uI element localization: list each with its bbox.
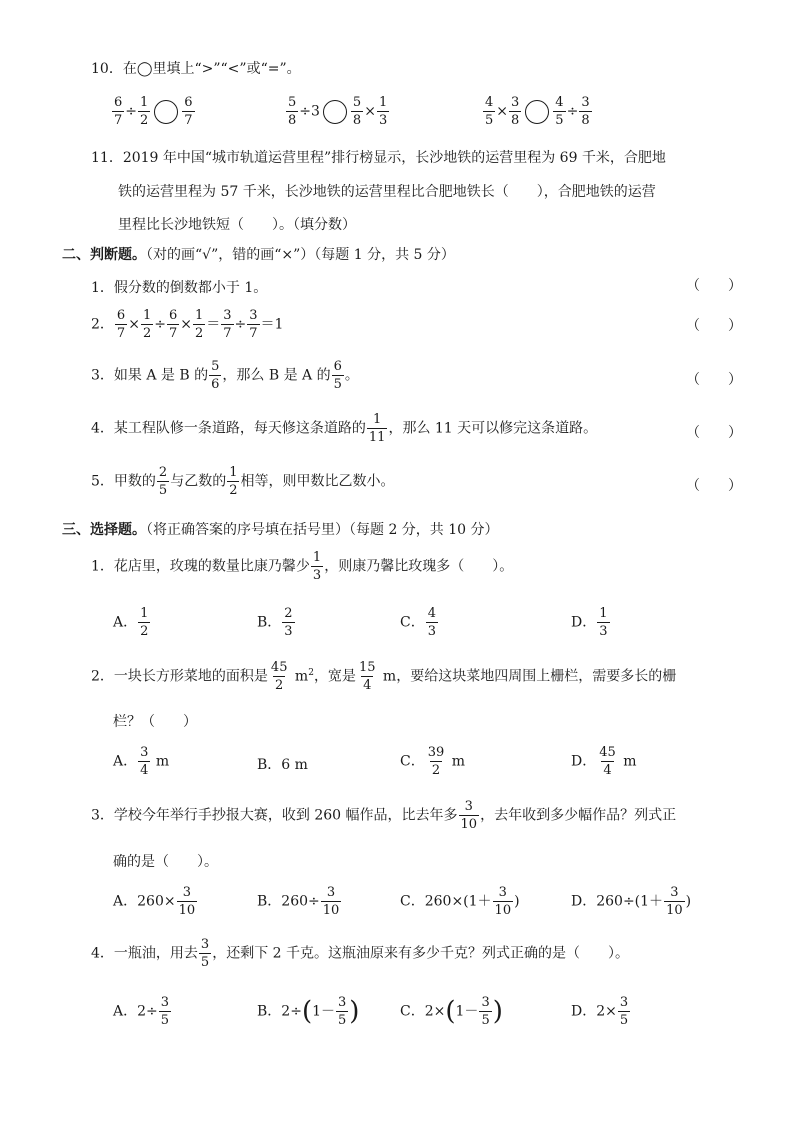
fraction: $\frac{1}{3}$ [378,95,388,128]
fraction: $\frac{5}{8}$ [352,95,362,128]
fraction: $\frac{3}{7}$ [249,308,258,341]
fraction: $\frac{1}{2}$ [140,606,149,639]
fraction: $\frac{3}{10}$ [666,885,683,918]
tf-q3: 3．如果 A 是 B 的 $\frac{5}{6}$ ，那么 B 是 A 的 $\frac{6}{5}$ 。 [91,359,359,392]
mc-q2-stem-line-2: 栏？（ ） [113,714,197,730]
q10-title: 10．在◯里填上“>”“<”或“=”。 [91,61,301,77]
fraction: $\frac{1}{11}$ [368,412,386,445]
mc-q4-option-a[interactable]: A．2÷ $\frac{3}{5}$ [113,995,170,1028]
compare-circle[interactable] [154,100,178,124]
fraction: $\frac{6}{5}$ [333,359,342,392]
answer-paren[interactable]: （ ） [686,372,742,388]
mc-q2-option-c[interactable]: C． $\frac{39}{2}$ m [400,745,465,778]
fraction: $\frac{1}{2}$ [142,308,152,341]
mc-q3-option-b[interactable]: B．260÷ $\frac{3}{10}$ [257,885,340,918]
q10-expr-1: $\frac{6}{7}$ ÷ $\frac{1}{2}$ $\frac{6}{7}$ [114,95,193,128]
mc-q4-stem: 4．一瓶油，用去 $\frac{3}{5}$ ，还剩下 2 千克。这瓶油原来有多少千克？列式正确的是（ ）。 [91,937,630,970]
q10-expr-2: $\frac{5}{8}$ ÷3 $\frac{5}{8}$ × $\frac{1}{3}$ [288,95,388,128]
mc-q2-option-d[interactable]: D． $\frac{45}{4}$ m [571,745,637,778]
mc-q3-stem-line-2: 确的是（ ）。 [113,854,218,870]
tf-q1: 1．假分数的倒数都小于 1。 [91,280,268,296]
tf-q2: 2． $\frac{6}{7}$ × $\frac{1}{2}$ ÷ $\frac{6}{7}$ × $\frac{1}{2}$ ＝ $\frac{3}{7}$ ÷ $\frac{3}{7}$ ＝1 [91,308,284,341]
fraction: $\frac{6}{7}$ [114,95,123,128]
compare-circle[interactable] [323,100,347,124]
fraction: $\frac{1}{2}$ [140,95,149,128]
compare-circle[interactable] [525,100,549,124]
fraction: $\frac{6}{7}$ [168,308,178,341]
mc-q1-stem: 1．花店里，玫瑰的数量比康乃馨少 $\frac{1}{3}$ ，则康乃馨比玫瑰多（ ）。 [91,550,514,583]
section-3-header [62,519,499,539]
mc-q4-option-b[interactable]: B．2÷(1－ $\frac{3}{5}$ ) [257,995,360,1028]
section-heading: 二、判断题。 [62,247,146,263]
mc-q1-option-b[interactable]: B． $\frac{2}{3}$ [257,606,293,639]
q10-expr-3: $\frac{4}{5}$ × $\frac{3}{8}$ $\frac{4}{5}$ ÷ $\frac{3}{8}$ [485,95,590,128]
fraction: $\frac{2}{5}$ [158,465,168,498]
fraction: $\frac{3}{5}$ [338,995,347,1028]
section-2-header [62,244,455,264]
fraction: $\frac{6}{7}$ [184,95,193,128]
section-note: （将正确答案的序号填在括号里）（每题 2 分，共 10 分） [146,522,499,538]
section-note: （对的画“√”，错的画“×”）（每题 1 分，共 5 分） [146,247,455,263]
fraction: $\frac{3}{5}$ [619,995,629,1028]
mc-q4-option-c[interactable]: C．2×(1－ $\frac{3}{5}$ ) [400,995,503,1028]
fraction: $\frac{3}{10}$ [460,799,478,832]
mc-q3-option-a[interactable]: A．260× $\frac{3}{10}$ [113,885,196,918]
fraction: $\frac{4}{3}$ [427,606,436,639]
mc-q2-option-a[interactable]: A． $\frac{3}{4}$ m [113,745,170,778]
fraction: $\frac{3}{7}$ [223,308,232,341]
fraction: $\frac{3}{8}$ [581,95,590,128]
fraction: $\frac{4}{5}$ [555,95,564,128]
answer-paren[interactable]: （ ） [686,478,742,494]
fraction: $\frac{3}{10}$ [494,885,512,918]
section-heading: 三、选择题。 [62,522,146,538]
fraction: $\frac{3}{5}$ [481,995,490,1028]
fraction: $\frac{3}{5}$ [160,995,170,1028]
answer-paren[interactable]: （ ） [686,278,742,294]
fraction: $\frac{3}{5}$ [200,937,210,970]
tf-q4: 4．某工程队修一条道路，每天修这条道路的 $\frac{1}{11}$ ，那么 11 天可以修完这条道路。 [91,412,598,445]
mc-q1-option-d[interactable]: D． $\frac{1}{3}$ [571,606,608,639]
fraction: $\frac{1}{2}$ [229,465,238,498]
fraction: $\frac{5}{6}$ [211,359,220,392]
answer-paren[interactable]: （ ） [686,318,742,334]
fraction: $\frac{39}{2}$ [427,745,445,778]
mc-q2-stem: 2．一块长方形菜地的面积是 $\frac{45}{2}$ $m^2$，宽是 $\frac{15}{4}$ m，要给这块菜地四周围上栅栏，需要多长的栅 [91,660,677,693]
q11-line-3: 里程比长沙地铁短（ ）。（填分数） [118,217,356,233]
fraction: $\frac{3}{4}$ [140,745,149,778]
fraction: $\frac{6}{7}$ [116,308,126,341]
fraction: $\frac{1}{3}$ [599,606,608,639]
mc-q2-option-b[interactable]: B．6 m [257,757,308,773]
fraction: $\frac{3}{10}$ [322,885,340,918]
fraction: $\frac{3}{10}$ [178,885,196,918]
fraction: $\frac{2}{3}$ [284,606,293,639]
fraction: $\frac{15}{4}$ [358,660,376,693]
mc-q4-option-d[interactable]: D．2× $\frac{3}{5}$ [571,995,629,1028]
fraction: $\frac{5}{8}$ [288,95,297,128]
fraction: $\frac{3}{8}$ [511,95,520,128]
answer-paren[interactable]: （ ） [686,425,742,441]
q11-line-1: 11．2019 年中国“城市轨道运营里程”排行榜显示，长沙地铁的运营里程为 69 千米，合肥地 [91,150,666,166]
mc-q3-option-d[interactable]: D．260÷(1＋ $\frac{3}{10}$ ) [571,885,692,918]
mc-q1-option-c[interactable]: C． $\frac{4}{3}$ [400,606,436,639]
tf-q5: 5．甲数的 $\frac{2}{5}$ 与乙数的 $\frac{1}{2}$ 相等，则甲数比乙数小。 [91,465,395,498]
fraction: $\frac{4}{5}$ [485,95,494,128]
mc-q1-option-a[interactable]: A． $\frac{1}{2}$ [113,606,149,639]
mc-q3-option-c[interactable]: C．260×(1＋ $\frac{3}{10}$ ) [400,885,520,918]
fraction: $\frac{45}{4}$ [599,745,616,778]
fraction: $\frac{45}{2}$ [270,660,288,693]
fraction: $\frac{1}{3}$ [312,550,322,583]
q11-line-2: 铁的运营里程为 57 千米，长沙地铁的运营里程比合肥地铁长（ ），合肥地铁的运营 [118,184,656,200]
fraction: $\frac{1}{2}$ [194,308,204,341]
mc-q3-stem: 3．学校今年举行手抄报大赛，收到 260 幅作品，比去年多 $\frac{3}{10}$ ，去年收到多少幅作品？列式正 [91,799,677,832]
